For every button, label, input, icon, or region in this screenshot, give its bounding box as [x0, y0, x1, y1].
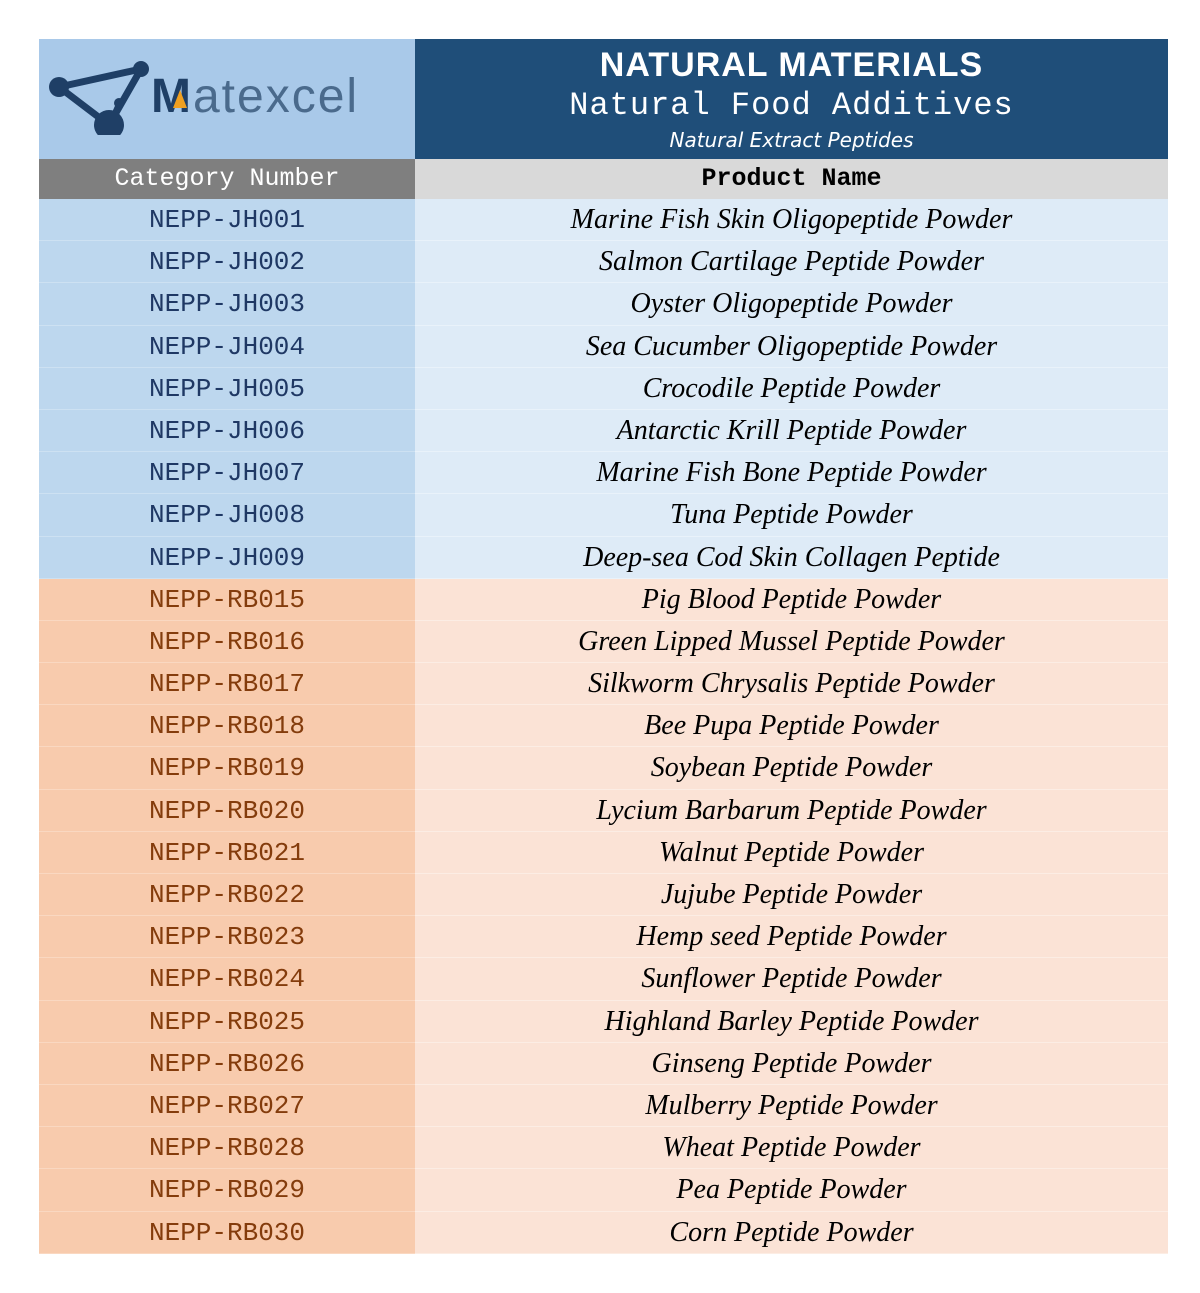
category-number-cell: NEPP-RB024 [39, 958, 415, 1000]
category-number-cell: NEPP-JH006 [39, 410, 415, 452]
table-row [39, 1127, 1168, 1169]
category-number-cell: NEPP-JH004 [39, 326, 415, 368]
category-number-cell: NEPP-JH009 [39, 537, 415, 579]
table-row [39, 916, 1168, 958]
molecule-logo-icon [47, 55, 157, 135]
category-number-cell: NEPP-JH003 [39, 283, 415, 325]
table-row [39, 958, 1168, 1000]
product-name-cell: Marine Fish Skin Oligopeptide Powder [415, 199, 1168, 241]
brand-wordmark [151, 70, 360, 123]
table-row [39, 241, 1168, 283]
category-number-cell: NEPP-JH008 [39, 494, 415, 536]
table-row [39, 199, 1168, 241]
category-number-cell: NEPP-RB027 [39, 1085, 415, 1127]
product-name-cell: Sea Cucumber Oligopeptide Powder [415, 326, 1168, 368]
product-name-cell: Walnut Peptide Powder [415, 832, 1168, 874]
category-number-cell: NEPP-RB015 [39, 579, 415, 621]
table-body [39, 199, 1168, 1254]
table-row [39, 1043, 1168, 1085]
brand-rest: atexcel [192, 70, 360, 123]
product-name-cell: Highland Barley Peptide Powder [415, 1001, 1168, 1043]
title-main: NATURAL MATERIALS [599, 46, 984, 84]
category-number-cell: NEPP-RB030 [39, 1212, 415, 1254]
table-row [39, 410, 1168, 452]
table-row [39, 1001, 1168, 1043]
category-number-cell: NEPP-RB016 [39, 621, 415, 663]
product-name-cell: Corn Peptide Powder [415, 1212, 1168, 1254]
product-name-cell: Antarctic Krill Peptide Powder [415, 410, 1168, 452]
table-row [39, 663, 1168, 705]
product-name-cell: Bee Pupa Peptide Powder [415, 705, 1168, 747]
product-name-cell: Sunflower Peptide Powder [415, 958, 1168, 1000]
product-name-cell: Pea Peptide Powder [415, 1169, 1168, 1211]
category-number-cell: NEPP-RB028 [39, 1127, 415, 1169]
category-number-cell: NEPP-RB019 [39, 747, 415, 789]
product-name-cell: Oyster Oligopeptide Powder [415, 283, 1168, 325]
table-row [39, 494, 1168, 536]
table-row [39, 832, 1168, 874]
table-row [39, 874, 1168, 916]
category-number-cell: NEPP-JH005 [39, 368, 415, 410]
table-row [39, 579, 1168, 621]
category-number-cell: NEPP-RB023 [39, 916, 415, 958]
product-name-cell: Ginseng Peptide Powder [415, 1043, 1168, 1085]
title-sub2: Natural Extract Peptides [669, 128, 914, 152]
column-header-row [39, 159, 1168, 199]
product-name-cell: Jujube Peptide Powder [415, 874, 1168, 916]
category-number-cell: NEPP-RB029 [39, 1169, 415, 1211]
product-name-cell: Wheat Peptide Powder [415, 1127, 1168, 1169]
table-row [39, 1212, 1168, 1254]
table-row [39, 1169, 1168, 1211]
table-row [39, 790, 1168, 832]
product-name-cell: Lycium Barbarum Peptide Powder [415, 790, 1168, 832]
column-header-name: Product Name [415, 159, 1168, 199]
product-name-cell: Soybean Peptide Powder [415, 747, 1168, 789]
category-number-cell: NEPP-RB025 [39, 1001, 415, 1043]
product-name-cell: Pig Blood Peptide Powder [415, 579, 1168, 621]
product-name-cell: Salmon Cartilage Peptide Powder [415, 241, 1168, 283]
category-number-cell: NEPP-JH007 [39, 452, 415, 494]
table-header [39, 39, 1168, 159]
category-number-cell: NEPP-RB022 [39, 874, 415, 916]
table-row [39, 1085, 1168, 1127]
product-name-cell: Silkworm Chrysalis Peptide Powder [415, 663, 1168, 705]
product-name-cell: Crocodile Peptide Powder [415, 368, 1168, 410]
table-row [39, 368, 1168, 410]
table-row [39, 283, 1168, 325]
category-number-cell: NEPP-RB018 [39, 705, 415, 747]
logo-cell [39, 39, 415, 159]
category-number-cell: NEPP-JH002 [39, 241, 415, 283]
title-cell [415, 39, 1168, 159]
product-name-cell: Green Lipped Mussel Peptide Powder [415, 621, 1168, 663]
table-row [39, 452, 1168, 494]
column-header-code: Category Number [39, 159, 415, 199]
product-name-cell: Deep-sea Cod Skin Collagen Peptide [415, 537, 1168, 579]
product-table [39, 39, 1168, 1254]
table-row [39, 747, 1168, 789]
category-number-cell: NEPP-RB026 [39, 1043, 415, 1085]
brand-letter-m: M [151, 70, 193, 123]
table-row [39, 705, 1168, 747]
category-number-cell: NEPP-JH001 [39, 199, 415, 241]
table-row [39, 537, 1168, 579]
product-name-cell: Mulberry Peptide Powder [415, 1085, 1168, 1127]
product-name-cell: Marine Fish Bone Peptide Powder [415, 452, 1168, 494]
product-name-cell: Tuna Peptide Powder [415, 494, 1168, 536]
category-number-cell: NEPP-RB017 [39, 663, 415, 705]
category-number-cell: NEPP-RB020 [39, 790, 415, 832]
table-row [39, 621, 1168, 663]
table-row [39, 326, 1168, 368]
product-name-cell: Hemp seed Peptide Powder [415, 916, 1168, 958]
title-sub: Natural Food Additives [569, 87, 1014, 124]
category-number-cell: NEPP-RB021 [39, 832, 415, 874]
orange-triangle-mark [173, 90, 187, 108]
